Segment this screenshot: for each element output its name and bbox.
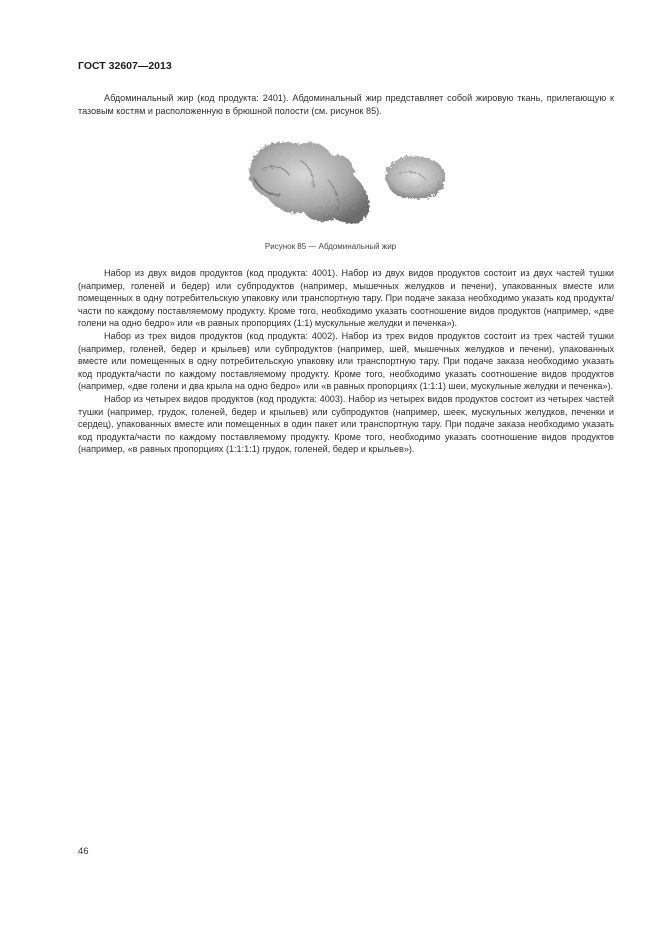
body-text [78,267,614,456]
paragraph-two-products: Набор из двух видов продуктов (код продукта: 4001). Набор из двух видов продуктов состоит из двух частей тушки (например, голеней и бедер) или субпродуктов (например, мышечных желудков и печени), упакованных вместе или помещенных в одну потребительскую упаковку или транспортную тару. При подаче заказа необходимо указать код продукта/части по каждому поставляемому продукту. Кроме того, необходимо указать соотношение видов продуктов (например, «две голени на одно бедро» или «в равных пропорциях (1:1) мускульные желудки и печенка»). [78,268,614,329]
page-header-standard-id: ГОСТ 32607—2013 [78,60,172,72]
abdominal-fat-image [240,130,460,230]
page-number: 46 [78,846,89,857]
figure-abdominal-fat [240,130,460,230]
figure-caption: Рисунок 85 — Абдоминальный жир [264,242,397,251]
intro-paragraph: Абдоминальный жир (код продукта: 2401). Абдоминальный жир представляет собой жировую ткань, прилегающую к тазовым костям и расположенную в брюшной полости (см. рисунок 85). [78,93,614,116]
paragraph-four-products: Набор из четырех видов продуктов (код продукта: 4003). Набор из четырех видов продуктов состоит из четырех частей тушки (например, грудок, голеней, бедер и крыльев) или субпродуктов (например, шеек, мускульных желудков, печенки и сердец), упакованных вместе или помещенных в один пакет или транспортную тару. При подаче заказа необходимо указать код продукта/части по каждому поставляемому продукту. Кроме того, необходимо указать соотношение видов продуктов (например, «в равных пропорциях (1:1:1:1) грудок, голеней, бедер и крыльев»). [78,393,614,455]
fat-piece-left [249,142,369,224]
fat-piece-right [385,156,445,198]
intro-text [78,92,614,117]
paragraph-three-products: Набор из трех видов продуктов (код продукта: 4002). Набор из трех видов продуктов состоит из трех частей тушки (например, голеней, бедер и крыльев) или субпродуктов (например, шей, мышечных желудков и печени), упакованных вместе или помещенных в одну потребительскую упаковку или транспортную тару. При подаче заказа необходимо указать код продукта/части по каждому поставляемому продукту. Кроме того, необходимо указать соотношение видов продуктов (например, «две голени и два крыла на одно бедро» или «в равных пропорциях (1:1:1) шеи, мускульные желудки и печенка»). [78,330,614,392]
